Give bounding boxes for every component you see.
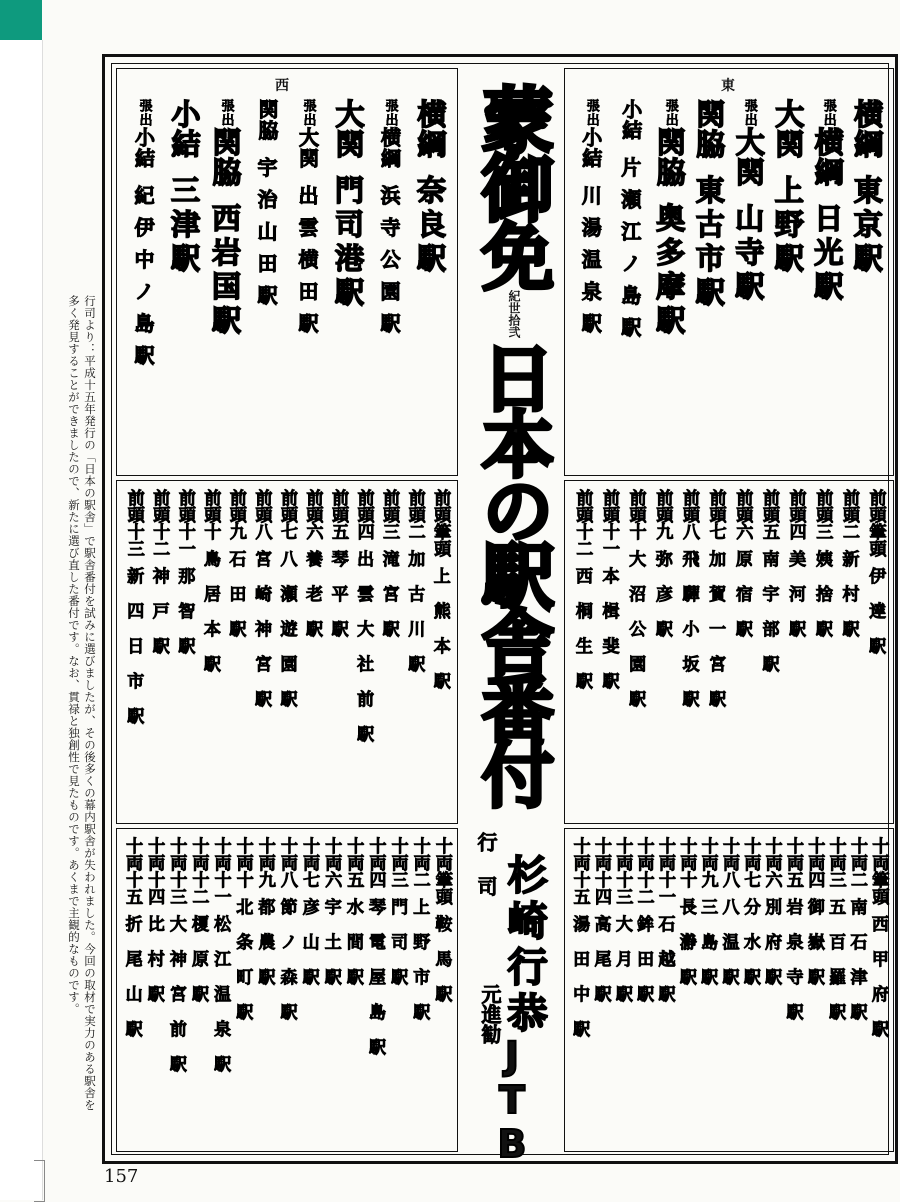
west-juryo-station: 北条町駅 <box>232 898 253 1038</box>
editor-note: 行司より：平成十五年発行の「日本の駅舎」で駅舎番付を試みに選びましたが、その後多くの幕内駅舎が失われました。今回の取材で実力のある駅舎を多く発見することができましたので、新たに選び直した番付です。なお、貫禄と独創性で見たものです。あくまで主観的なものです。 <box>67 295 97 1111</box>
west-rank-label: 関脇 <box>255 99 279 141</box>
east-station-name: 片瀬江ノ島駅 <box>617 157 642 349</box>
west-maegashira-station: 宮崎神宮駅 <box>250 550 271 725</box>
west-makuuchi-rank <box>209 99 243 187</box>
east-juryo-col <box>697 837 718 1159</box>
west-maegashira-rank: 前頭十一 <box>174 489 195 557</box>
east-makuuchi-panel <box>564 68 894 476</box>
east-juryo-station: 長瀞駅 <box>675 898 696 1003</box>
east-maegashira-station: 南宇部駅 <box>758 550 779 690</box>
east-maegashira-rank: 前頭四 <box>785 489 806 540</box>
east-juryo-rank: 十両筆頭 <box>868 837 889 905</box>
east-maegashira-col <box>862 489 889 831</box>
east-juryo-col <box>782 837 803 1159</box>
west-juryo-rank: 十両七 <box>299 837 320 888</box>
east-maegashira-rank: 前頭八 <box>678 489 699 540</box>
west-juryo-col <box>298 837 320 1159</box>
east-maegashira-panel <box>564 480 894 824</box>
east-juryo-station: 五百羅駅 <box>825 898 846 1038</box>
gomen-title: 蒙御免 <box>470 83 554 287</box>
west-makuuchi-rank <box>254 99 279 141</box>
west-makuuchi-col <box>164 99 205 505</box>
east-juryo-panel <box>564 828 894 1152</box>
judge-affiliation: 元進勧 <box>478 984 502 1044</box>
banzuke-chart <box>102 54 898 1164</box>
west-maegashira-col <box>198 489 224 831</box>
judge-name: 杉崎行恭 <box>501 854 547 1038</box>
judge-org-letter: T <box>499 1078 525 1122</box>
east-maegashira-col <box>596 489 623 831</box>
west-station-name: 紀伊中ノ島駅 <box>131 185 155 377</box>
west-juryo-rank: 十両六 <box>321 837 342 888</box>
east-haridashi-label: 張出 <box>820 99 836 127</box>
east-juryo-rank: 十両十三 <box>612 837 633 905</box>
east-station-name: 東京駅 <box>849 175 884 277</box>
east-maegashira-rank: 前頭十二 <box>572 489 593 557</box>
east-rank-label: 関脇 <box>692 99 727 159</box>
east-juryo-station: 石越駅 <box>654 915 675 1020</box>
west-rank-label: 大関 <box>295 127 320 169</box>
east-rank-label: 小結 <box>578 127 603 169</box>
west-juryo-station: 節ノ森駅 <box>276 898 297 1038</box>
west-makuuchi-col <box>123 99 164 505</box>
east-juryo-rank: 十両八 <box>719 837 739 888</box>
east-makuuchi-col <box>611 99 651 505</box>
west-maegashira-col <box>249 489 275 831</box>
east-rank-label: 大関 <box>771 99 806 159</box>
west-station-name: 三津駅 <box>167 175 201 277</box>
west-haridashi-label: 張出 <box>136 99 152 127</box>
west-maegashira-rank: 前頭十 <box>200 489 221 540</box>
main-title: 日本の駅舎番付 <box>470 341 554 803</box>
west-maegashira-col <box>427 489 453 831</box>
east-makuuchi-col <box>690 99 730 505</box>
east-juryo-col <box>569 837 590 1159</box>
page-gutter <box>0 40 43 1200</box>
east-juryo-col <box>846 837 867 1159</box>
east-makuuchi-rank <box>578 99 604 169</box>
west-station-name: 門司港駅 <box>331 175 365 311</box>
west-juryo-station: 松江温泉駅 <box>210 915 231 1090</box>
west-maegashira-col <box>121 489 147 831</box>
east-maegashira-station: 弥彦駅 <box>651 550 672 655</box>
east-maegashira-col <box>622 489 649 831</box>
bookmark-tab <box>0 0 42 40</box>
east-juryo-station: 御嶽駅 <box>803 898 824 1003</box>
west-maegashira-station: 上熊本駅 <box>429 567 450 707</box>
west-makuuchi-rank <box>168 99 202 159</box>
west-heading: 西 <box>275 78 289 94</box>
east-maegashira-station: 原宿駅 <box>731 550 752 655</box>
east-maegashira-rank: 前頭三 <box>812 489 833 540</box>
east-juryo-station: 別府駅 <box>761 898 782 1003</box>
east-juryo-col <box>654 837 675 1159</box>
west-juryo-station: 折尾山駅 <box>121 915 142 1055</box>
west-rank-label: 小結 <box>167 99 202 159</box>
west-makuuchi-col <box>369 99 410 505</box>
page-number: 157 <box>104 1166 139 1187</box>
west-juryo-station: 宇土駅 <box>320 898 341 1003</box>
west-juryo-rank: 十両十二 <box>188 837 209 905</box>
east-juryo-col <box>825 837 846 1159</box>
banzuke-inner-frame <box>111 63 889 1166</box>
west-juryo-col <box>121 837 143 1159</box>
west-maegashira-rank: 前頭二 <box>404 489 425 540</box>
east-rank-label: 横綱 <box>810 127 845 187</box>
east-maegashira-rank: 前頭二 <box>838 489 859 540</box>
west-station-name: 宇治山田駅 <box>254 157 278 317</box>
east-juryo-station: 三島駅 <box>697 898 718 1003</box>
east-juryo-rank: 十両六 <box>761 837 782 888</box>
east-maegashira-rank: 前頭五 <box>758 489 779 540</box>
west-maegashira-rank: 前頭十三 <box>123 489 144 557</box>
west-rank-label: 横綱 <box>413 99 448 159</box>
west-juryo-station: 比村駅 <box>143 915 164 1020</box>
west-juryo-rank: 十両二 <box>409 837 430 888</box>
east-juryo-rank: 十両十 <box>676 837 697 888</box>
east-maegashira-station: 本楫斐駅 <box>598 567 619 707</box>
east-maegashira-station: 飛驒小坂駅 <box>678 550 699 725</box>
west-maegashira-station: 八瀬遊園駅 <box>276 550 297 725</box>
judge-label: 行司 <box>474 832 498 920</box>
east-juryo-col <box>740 837 761 1159</box>
west-makuuchi-col <box>205 99 246 505</box>
east-juryo-station: 高尾駅 <box>590 915 611 1020</box>
west-maegashira-station: 出雲大社前駅 <box>353 550 374 760</box>
east-maegashira-station: 大沼公園駅 <box>625 550 646 725</box>
east-juryo-rank: 十両九 <box>697 837 718 888</box>
west-maegashira-col <box>172 489 198 831</box>
east-juryo-col <box>676 837 697 1159</box>
east-makuuchi-rank <box>692 99 726 159</box>
west-maegashira-col <box>376 489 402 831</box>
east-maegashira-rank: 前頭筆頭 <box>865 489 886 557</box>
west-juryo-station: 鞍馬駅 <box>431 915 452 1020</box>
east-maegashira-rank: 前頭十一 <box>598 489 619 557</box>
west-rank-label: 関脇 <box>208 127 243 187</box>
west-makuuchi-panel <box>116 68 458 476</box>
east-maegashira-station: 伊達駅 <box>865 567 886 672</box>
west-maegashira-rank: 前頭九 <box>225 489 246 540</box>
west-juryo-col <box>232 837 254 1159</box>
east-station-name: 奥多摩駅 <box>652 203 687 339</box>
east-rank-label: 小結 <box>618 99 643 141</box>
west-makuuchi-rank <box>414 99 448 159</box>
east-station-name: 日光駅 <box>810 203 845 305</box>
west-juryo-rank: 十両九 <box>254 837 275 888</box>
west-juryo-col <box>409 837 431 1159</box>
west-maegashira-station: 加古川駅 <box>404 550 425 690</box>
west-maegashira-rank: 前頭四 <box>353 489 374 540</box>
west-maegashira-rank: 前頭八 <box>251 489 272 540</box>
west-rank-label: 大関 <box>331 99 366 159</box>
west-maegashira-rank: 前頭十二 <box>149 489 170 557</box>
west-maegashira-col <box>147 489 173 831</box>
west-haridashi-label: 張出 <box>218 99 234 127</box>
west-juryo-station: 都農駅 <box>254 898 275 1003</box>
west-juryo-col <box>165 837 187 1159</box>
west-makuuchi-rank <box>377 99 403 169</box>
east-makuuchi-col <box>571 99 611 505</box>
east-maegashira-station: 加賀一宮駅 <box>705 550 726 725</box>
west-juryo-rank: 十両十五 <box>122 837 143 905</box>
west-juryo-col <box>276 837 298 1159</box>
east-juryo-station: 西甲府駅 <box>867 915 888 1055</box>
east-juryo-station: 分水駅 <box>739 898 760 1003</box>
east-juryo-col <box>633 837 654 1159</box>
east-station-name: 山寺駅 <box>731 203 766 305</box>
east-station-name: 川湯温泉駅 <box>578 185 603 345</box>
east-makuuchi-rank <box>618 99 643 141</box>
east-makuuchi-rank <box>771 99 805 159</box>
west-juryo-col <box>187 837 209 1159</box>
west-juryo-station: 彦山駅 <box>298 898 319 1003</box>
west-maegashira-rank: 前頭筆頭 <box>430 489 451 557</box>
west-station-name: 奈良駅 <box>413 175 447 277</box>
west-maegashira-col <box>274 489 300 831</box>
west-juryo-station: 水間駅 <box>342 898 363 1003</box>
west-juryo-rank: 十両十 <box>232 837 253 888</box>
east-station-name: 上野駅 <box>770 175 805 277</box>
west-juryo-col <box>364 837 386 1159</box>
west-maegashira-rank: 前頭三 <box>379 489 400 540</box>
west-makuuchi-col <box>410 99 451 505</box>
west-juryo-col <box>143 837 165 1159</box>
west-haridashi-label: 張出 <box>382 99 398 127</box>
east-juryo-station: 南石津駅 <box>846 898 867 1038</box>
east-juryo-rank: 十両七 <box>740 837 761 888</box>
east-maegashira-col <box>569 489 596 831</box>
east-rank-label: 横綱 <box>850 99 885 159</box>
east-makuuchi-rank <box>653 99 687 187</box>
judge-org-letter: B <box>497 1122 527 1166</box>
west-maegashira-station: 養老駅 <box>302 550 323 655</box>
east-juryo-rank: 十両三 <box>825 837 846 888</box>
west-makuuchi-rank <box>295 99 321 169</box>
west-station-name: 出雲横田駅 <box>295 185 319 345</box>
west-juryo-rank: 十両五 <box>343 837 364 888</box>
east-maegashira-col <box>649 489 676 831</box>
east-maegashira-station: 新村駅 <box>838 550 859 655</box>
east-juryo-rank: 十両十一 <box>655 837 675 905</box>
east-maegashira-col <box>756 489 783 831</box>
west-maegashira-station: 那智駅 <box>174 567 195 672</box>
east-rank-label: 関脇 <box>652 127 687 187</box>
east-juryo-station: 岩泉寺駅 <box>782 898 803 1038</box>
west-makuuchi-rank <box>131 99 157 169</box>
west-juryo-col <box>210 837 232 1159</box>
west-juryo-panel <box>116 828 458 1152</box>
east-juryo-rank: 十両五 <box>783 837 803 888</box>
east-maegashira-rank: 前頭七 <box>705 489 726 540</box>
west-maegashira-station: 滝宮駅 <box>378 550 399 655</box>
east-juryo-rank: 十両十二 <box>633 837 654 905</box>
east-makuuchi-rank <box>732 99 766 187</box>
west-makuuchi-col <box>246 99 287 505</box>
east-maegashira-col <box>782 489 809 831</box>
east-rank-label: 大関 <box>731 127 766 187</box>
east-maegashira-col <box>702 489 729 831</box>
west-makuuchi-col <box>328 99 369 505</box>
west-juryo-rank: 十両十三 <box>166 837 187 905</box>
west-station-name: 浜寺公園駅 <box>377 185 401 345</box>
west-maegashira-col <box>351 489 377 831</box>
east-maegashira-col <box>809 489 836 831</box>
east-juryo-col <box>718 837 739 1159</box>
east-maegashira-rank: 前頭六 <box>732 489 753 540</box>
west-juryo-col <box>254 837 276 1159</box>
east-maegashira-station: 美河駅 <box>785 550 806 655</box>
east-haridashi-label: 張出 <box>741 99 757 127</box>
east-juryo-station: 鉾田駅 <box>633 915 654 1020</box>
east-maegashira-station: 西桐生駅 <box>571 567 592 707</box>
judge-org-letter: J <box>504 1034 520 1078</box>
west-juryo-station: 門司駅 <box>387 898 408 1003</box>
west-maegashira-col <box>325 489 351 831</box>
west-maegashira-rank: 前頭五 <box>328 489 349 540</box>
east-maegashira-rank: 前頭九 <box>652 489 673 540</box>
west-maegashira-col <box>223 489 249 831</box>
east-juryo-col <box>612 837 633 1159</box>
west-maegashira-station: 鳥居本駅 <box>199 550 220 690</box>
east-juryo-rank: 十両四 <box>804 837 825 888</box>
east-juryo-station: 湯田中駅 <box>569 915 590 1055</box>
west-rank-label: 横綱 <box>377 127 402 169</box>
east-juryo-col <box>761 837 782 1159</box>
east-station-name: 東古市駅 <box>691 175 726 311</box>
east-maegashira-col <box>729 489 756 831</box>
west-juryo-station: 琴電屋島駅 <box>365 898 386 1073</box>
west-rank-label: 小結 <box>131 127 156 169</box>
east-juryo-col <box>868 837 889 1159</box>
west-juryo-col <box>387 837 409 1159</box>
east-maegashira-col <box>676 489 703 831</box>
east-maegashira-rank: 前頭十 <box>625 489 646 540</box>
west-juryo-station: 大神宮前駅 <box>165 915 186 1090</box>
east-juryo-station: 大月駅 <box>611 915 632 1020</box>
east-maegashira-col <box>836 489 863 831</box>
east-makuuchi-col <box>729 99 769 505</box>
east-makuuchi-col <box>808 99 848 505</box>
west-juryo-rank: 十両筆頭 <box>431 837 452 905</box>
east-maegashira-station: 姨捨駅 <box>811 550 832 655</box>
east-makuuchi-col <box>769 99 809 505</box>
west-juryo-rank: 十両十四 <box>144 837 165 905</box>
east-juryo-col <box>590 837 611 1159</box>
west-maegashira-rank: 前頭六 <box>302 489 323 540</box>
west-juryo-col <box>320 837 342 1159</box>
year-note: 紀世拾弐 <box>507 290 521 338</box>
west-juryo-col <box>431 837 453 1159</box>
west-maegashira-station: 琴平駅 <box>327 550 348 655</box>
west-maegashira-station: 石田駅 <box>225 550 246 655</box>
west-juryo-rank: 十両四 <box>365 837 386 888</box>
west-juryo-station: 上野市駅 <box>409 898 430 1038</box>
center-column <box>464 64 560 1166</box>
east-heading: 東 <box>721 78 735 94</box>
west-maegashira-panel <box>116 480 458 824</box>
west-maegashira-col <box>402 489 428 831</box>
west-maegashira-station: 神戸駅 <box>148 567 169 672</box>
west-juryo-rank: 十両十一 <box>210 837 231 905</box>
west-juryo-rank: 十両三 <box>387 837 408 888</box>
page-edge-mark <box>34 1160 45 1202</box>
east-juryo-rank: 十両二 <box>847 837 867 888</box>
west-station-name: 西岩国駅 <box>208 203 242 339</box>
east-juryo-col <box>804 837 825 1159</box>
east-juryo-rank: 十両十五 <box>569 837 590 905</box>
west-juryo-station: 榎原駅 <box>187 915 208 1020</box>
west-makuuchi-rank <box>332 99 366 159</box>
west-haridashi-label: 張出 <box>300 99 316 127</box>
east-makuuchi-col <box>650 99 690 505</box>
east-makuuchi-col <box>848 99 888 505</box>
west-maegashira-station: 新四日市駅 <box>123 567 144 742</box>
west-makuuchi-col <box>287 99 328 505</box>
west-juryo-rank: 十両八 <box>276 837 297 888</box>
east-juryo-station: 八温駅 <box>718 898 739 1003</box>
east-makuuchi-rank <box>811 99 845 187</box>
east-makuuchi-rank <box>850 99 884 159</box>
west-maegashira-rank: 前頭七 <box>276 489 297 540</box>
east-juryo-rank: 十両十四 <box>591 837 611 905</box>
west-juryo-col <box>342 837 364 1159</box>
east-haridashi-label: 張出 <box>662 99 678 127</box>
west-maegashira-col <box>300 489 326 831</box>
east-haridashi-label: 張出 <box>583 99 599 127</box>
